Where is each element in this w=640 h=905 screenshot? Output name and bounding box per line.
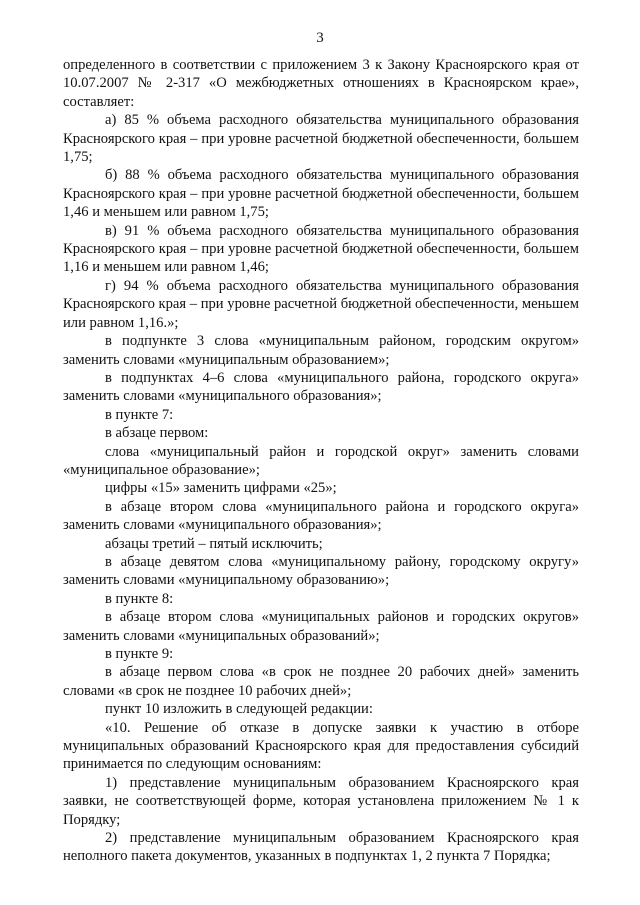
paragraph: в пункте 8:: [105, 590, 174, 607]
paragraph: в абзаце первом:: [105, 425, 209, 442]
paragraph: абзацы третий – пятый исключить;: [105, 535, 323, 552]
paragraph: цифры «15» заменить цифрами «25»;: [105, 480, 337, 497]
paragraph: 1) представление муниципальным образованием Красноярского края заявки, не соответствующей форме, которая установлена приложением № 1 к Порядку;: [63, 774, 579, 828]
paragraph: слова «муниципальный район и городской округ» заменить словами «муниципальное образование»;: [63, 443, 579, 478]
paragraph: в) 91 % объема расходного обязательства муниципального образования Красноярского края – при уровне расчетной бюджетной обеспеченности, большем 1,16 и меньшем или равном 1,46;: [63, 222, 579, 276]
paragraph: 2) представление муниципальным образованием Красноярского края неполного пакета документов, указанных в подпунктах 1, 2 пункта 7 Порядка;: [63, 830, 579, 865]
paragraph: в пункте 7:: [105, 406, 174, 423]
document-body: [63, 56, 579, 866]
paragraph: пункт 10 изложить в следующей редакции:: [105, 701, 373, 718]
paragraph: в абзаце втором слова «муниципальных районов и городских округов» заменить словами «муниципальных образований»;: [63, 609, 579, 644]
page-number: 3: [316, 30, 324, 46]
paragraph: в абзаце втором слова «муниципального района и городского округа» заменить словами «муниципального образования»;: [63, 498, 579, 534]
paragraph: в абзаце девятом слова «муниципальному району, городскому округу» заменить словами «муниципальному образованию»;: [63, 553, 579, 589]
paragraph: б) 88 % объема расходного обязательства муниципального образования Красноярского края – при уровне расчетной бюджетной обеспеченности, большем 1,46 и меньшем или равном 1,75;: [63, 167, 579, 221]
paragraph: в подпункте 3 слова «муниципальным районом, городским округом» заменить словами «муниципальным образованием»;: [63, 333, 579, 368]
paragraph: г) 94 % объема расходного обязательства муниципального образования Красноярского края – при уровне расчетной бюджетной обеспеченности, меньшем или равном 1,16.»;: [63, 277, 579, 331]
paragraph: определенного в соответствии с приложением 3 к Закону Красноярского края от 10.07.2007 № 2-317 «О межбюджетных отношениях в Красноярском крае», составляет:: [63, 57, 579, 110]
paragraph: «10. Решение об отказе в допуске заявки к участию в отборе муниципальных образований Красноярского края для предоставления субсидий принимается по следующим основаниям:: [63, 719, 579, 773]
paragraph: а) 85 % объема расходного обязательства муниципального образования Красноярского края – при уровне расчетной бюджетной обеспеченности, большем 1,75;: [63, 112, 579, 166]
paragraph: в абзаце первом слова «в срок не позднее 20 рабочих дней» заменить словами «в срок не позднее 10 рабочих дней»;: [63, 664, 579, 699]
paragraph: в подпунктах 4–6 слова «муниципального района, городского округа» заменить словами «муниципального образования»;: [63, 369, 579, 405]
paragraph: в пункте 9:: [105, 646, 174, 662]
